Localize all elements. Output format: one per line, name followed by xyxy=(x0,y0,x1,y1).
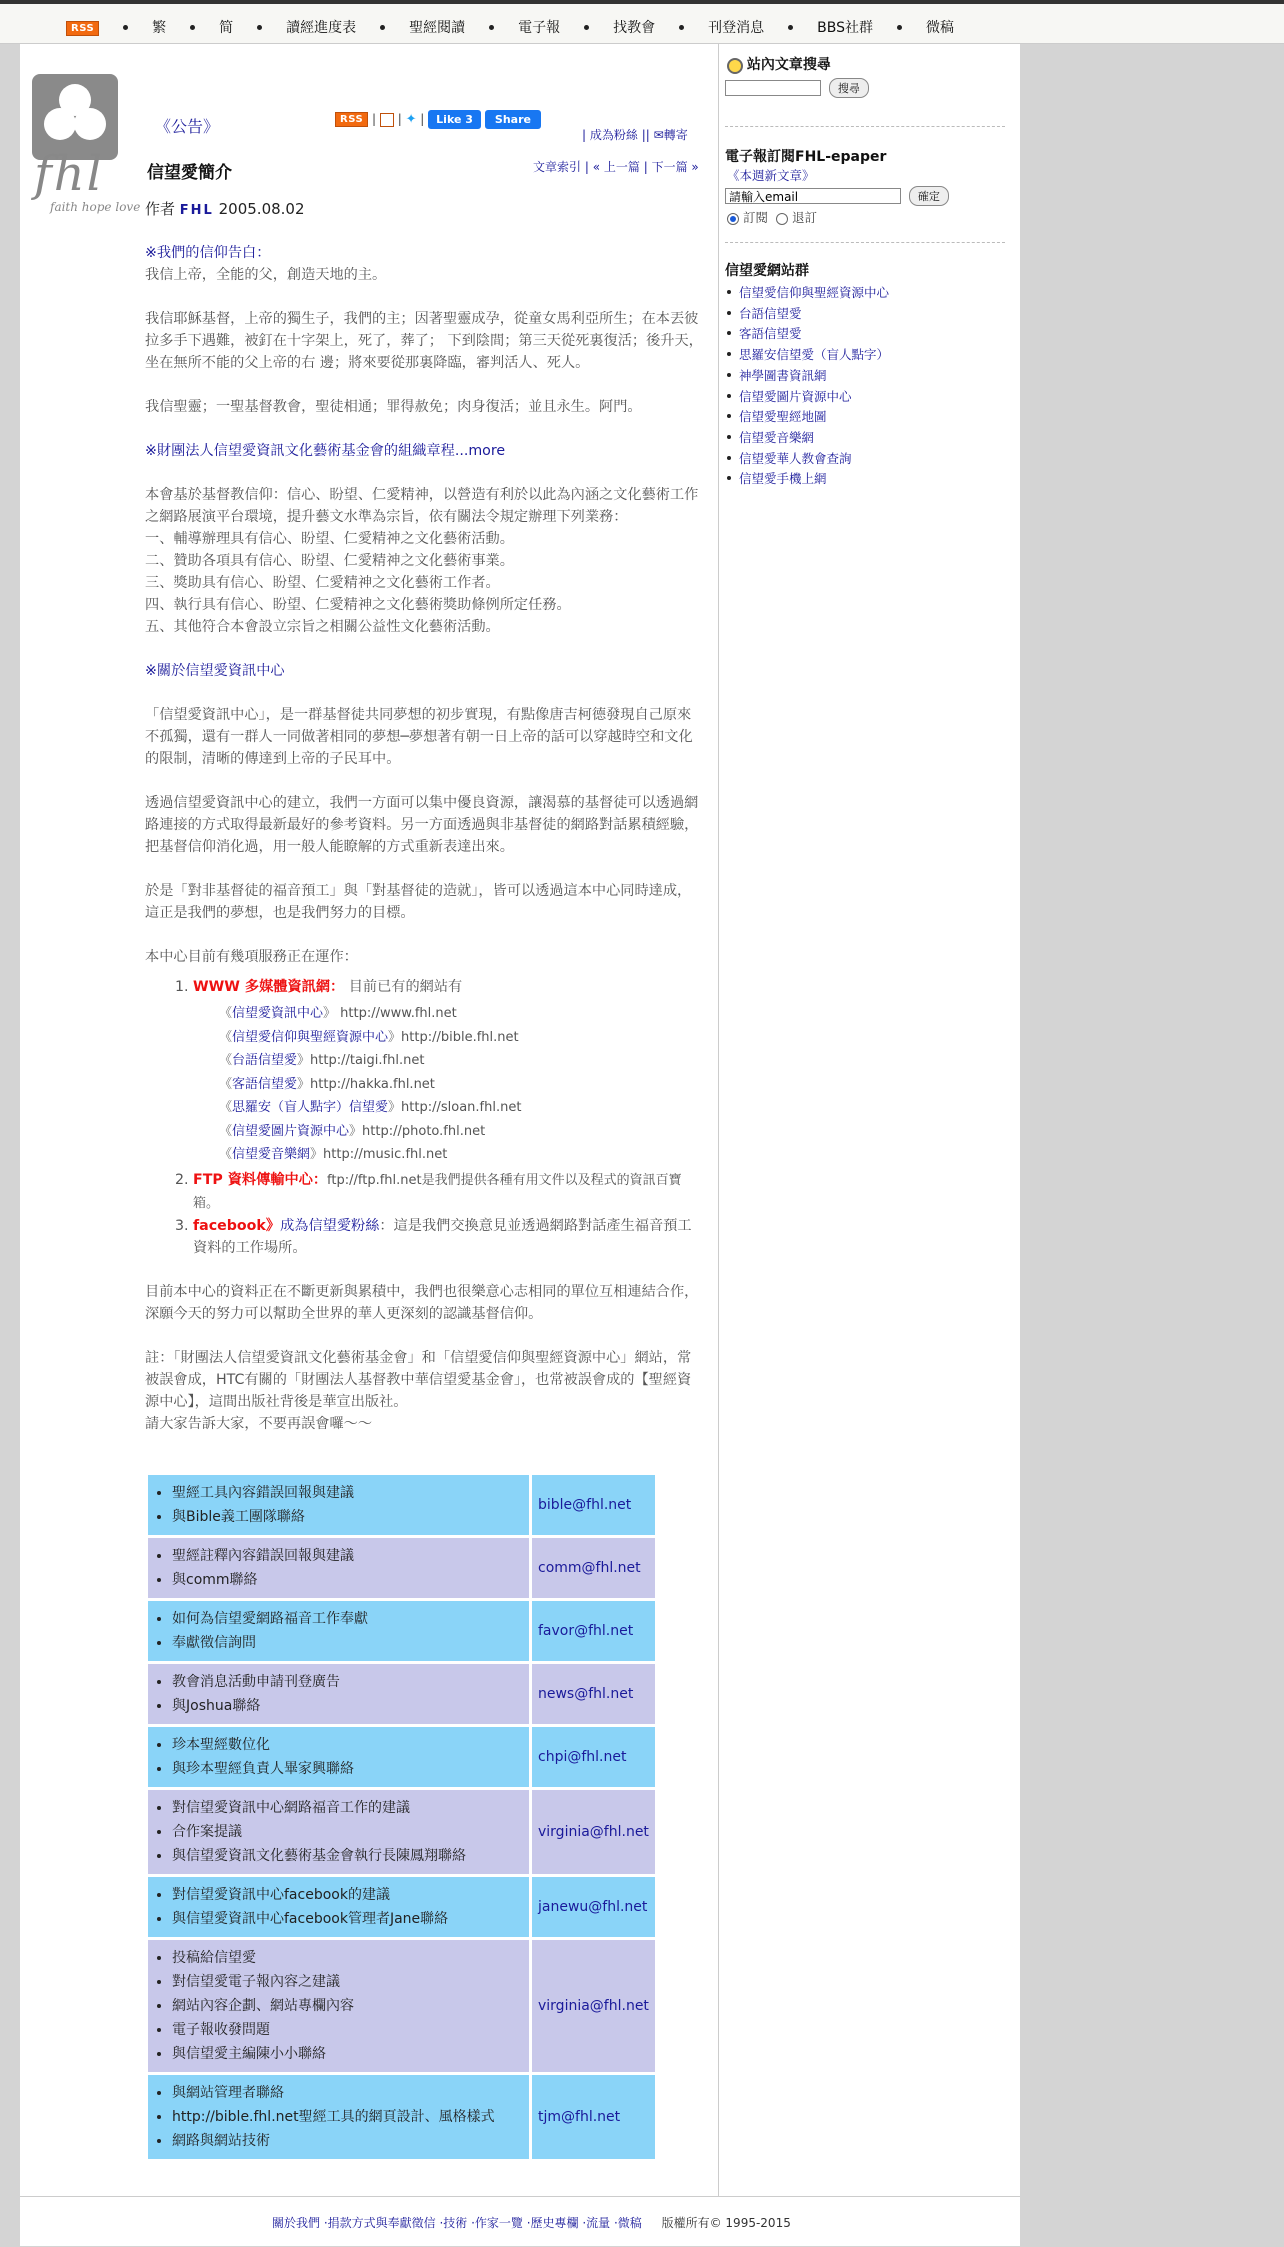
closing-paragraph: 目前本中心的資料正在不斷更新與累積中，我們也很樂意心志相同的單位互相連結合作，深願今天的努力可以幫助全世界的華人更深刻的認識基督信仰。 xyxy=(145,1283,699,1322)
site-link[interactable]: 信望愛資訊中心 xyxy=(232,1006,324,1021)
sidebar-site-link[interactable]: 思羅安信望愛（盲人點字） xyxy=(725,345,1015,366)
sidebar-divider xyxy=(725,242,1005,243)
nav-bible-reading[interactable]: 聖經閱讀 xyxy=(409,20,466,36)
article-index-link[interactable]: 文章索引 xyxy=(533,160,582,174)
charter-intro: 本會基於基督教信仰：信心、盼望、仁愛精神，以營造有利於以此為內涵之文化藝術工作之網路展演平台環境，提升藝文水準為宗旨，依有關法令規定辦理下列業務： xyxy=(145,487,699,525)
table-row: • 投稿給信望愛 • 對信望愛電子報內容之建議 • 網站內容企劃、網站專欄內容 • 電子報收發問題 • 與信望愛主編陳小小聯絡 virginia@fhl.net xyxy=(148,1940,655,2072)
nav-submit[interactable]: 微稿 xyxy=(926,20,955,36)
sidebar-site-link[interactable]: 台語信望愛 xyxy=(725,304,1015,325)
service-facebook-name: facebook》 xyxy=(193,1217,281,1234)
site-url: http://sloan.fhl.net xyxy=(401,1100,522,1115)
contact-email[interactable]: chpi@fhl.net xyxy=(532,1727,655,1787)
join-fans-link[interactable]: 成為粉絲 xyxy=(589,128,638,142)
sidebar-site-link[interactable]: 信望愛華人教會查詢 xyxy=(725,449,1015,470)
table-row: • 聖經註釋內容錯誤回報與建議 • 與comm聯絡 comm@fhl.net xyxy=(148,1538,655,1598)
sidebar-site-link[interactable]: 信望愛聖經地圖 xyxy=(725,407,1015,428)
top-nav xyxy=(66,17,954,37)
facebook-fans-link[interactable]: 成為信望愛粉絲 xyxy=(280,1217,380,1234)
sidebar-site-link[interactable]: 客語信望愛 xyxy=(725,324,1015,345)
sidebar-site-link[interactable]: 信望愛手機上網 xyxy=(725,469,1015,490)
contact-email[interactable]: virginia@fhl.net xyxy=(532,1940,655,2072)
charter-item: 四、執行具有信心、盼望、仁愛精神之文化藝術獎助條例所定任務。 xyxy=(145,597,571,613)
contact-email[interactable]: bible@fhl.net xyxy=(532,1475,655,1535)
subscribe-label: 訂閱 xyxy=(742,210,768,225)
sidebar-site-link[interactable]: 信望愛信仰與聖經資源中心 xyxy=(725,283,1015,304)
charter-item: 二、贊助各項具有信心、盼望、仁愛精神之文化藝術事業。 xyxy=(145,553,514,569)
site-item: 《信望愛圖片資源中心》http://photo.fhl.net xyxy=(219,1123,486,1139)
forward-link[interactable]: 轉寄 xyxy=(663,128,688,142)
site-item: 《台語信望愛》http://taigi.fhl.net xyxy=(219,1053,425,1068)
service-www-name: WWW 多媒體資訊網： xyxy=(193,979,345,995)
faith-p1: 我信上帝，全能的父，創造天地的主。 xyxy=(145,267,387,283)
sites-list xyxy=(725,283,1015,490)
nav-traditional[interactable]: 繁 xyxy=(152,20,167,36)
service-ftp-desc: ftp://ftp.fhl.net是我們提供各種有用文件以及程式的資訊百寶箱。 xyxy=(193,1172,682,1211)
search-input[interactable] xyxy=(725,80,821,96)
search-section xyxy=(727,54,831,74)
charter-item: 五、其他符合本會設立宗旨之相關公益性文化藝術活動。 xyxy=(145,619,500,635)
sidebar-divider xyxy=(725,126,1005,127)
service-www-desc: 目前已有的網站有 xyxy=(348,979,463,995)
sidebar-site-link[interactable]: 信望愛音樂網 xyxy=(725,428,1015,449)
service-facebook-desc: ：這是我們交換意見並透過網路對話產生福音預工資料的工作場所。 xyxy=(193,1217,692,1256)
contact-email[interactable]: tjm@fhl.net xyxy=(532,2075,655,2159)
next-article-link[interactable]: 下一篇 » xyxy=(651,160,699,174)
site-link[interactable]: 台語信望愛 xyxy=(232,1053,298,1068)
author-label: 作者 xyxy=(145,200,176,218)
table-row: • 聖經工具內容錯誤回報與建議 • 與Bible義工團隊聯絡 bible@fhl.net xyxy=(148,1475,655,1535)
site-link[interactable]: 信望愛信仰與聖經資源中心 xyxy=(232,1029,389,1045)
join-forward-links: | 成為粉絲 || ✉轉寄 xyxy=(582,128,688,142)
contact-email[interactable]: virginia@fhl.net xyxy=(532,1790,655,1874)
site-url: http://photo.fhl.net xyxy=(362,1123,486,1139)
copyright: 版權所有© 1995-2015 xyxy=(661,2216,791,2230)
site-link[interactable]: 思羅安（盲人點字）信望愛 xyxy=(232,1100,389,1115)
site-link[interactable]: 信望愛音樂網 xyxy=(232,1147,311,1162)
charter-item: 三、獎助具有信心、盼望、仁愛精神之文化藝術工作者。 xyxy=(145,575,500,591)
author-line xyxy=(145,198,305,219)
facebook-like-button[interactable] xyxy=(428,110,481,129)
confirm-button[interactable]: 確定 xyxy=(909,186,949,206)
site-item: 《思羅安（盲人點字）信望愛》http://sloan.fhl.net xyxy=(219,1100,522,1115)
service-ftp-name: FTP 資料傳輸中心： xyxy=(193,1171,328,1188)
service-item xyxy=(193,1215,705,1259)
nav-bbs[interactable]: BBS社群 xyxy=(817,20,874,36)
logo-text: fhl xyxy=(34,146,105,202)
article-title: 信望愛簡介 xyxy=(147,163,232,183)
note-line: 請大家告訴大家，不要再誤會囉～～ xyxy=(145,1415,373,1432)
rss-icon[interactable]: RSS xyxy=(335,112,368,127)
site-link[interactable]: 客語信望愛 xyxy=(232,1076,298,1092)
sidebar-site-link[interactable]: 神學圖書資訊網 xyxy=(725,366,1015,387)
site-url: http://hakka.fhl.net xyxy=(310,1076,435,1092)
epaper-new-link[interactable]: 《本週新文章》 xyxy=(727,168,815,183)
table-row: • 如何為信望愛網路福音工作奉獻 • 奉獻徵信詢問 favor@fhl.net xyxy=(148,1601,655,1661)
publish-date: 2005.08.02 xyxy=(218,200,305,218)
footer-links[interactable]: 關於我們 ·捐款方式與奉獻徵信 ·技術 ·作家一覽 ·歷史專欄 ·流量 ·微稿 xyxy=(272,2216,642,2230)
table-row: • 對信望愛資訊中心網路福音工作的建議 • 合作案提議 • 與信望愛資訊文化藝術基金會執行長陳鳳翔聯絡 virginia@fhl.net xyxy=(148,1790,655,1874)
table-row: • 與網站管理者聯絡 • http://bible.fhl.net聖經工具的網頁設計、風格樣式 • 網路與網站技術 tjm@fhl.net xyxy=(148,2075,655,2159)
epaper-title: 電子報訂閱FHL-epaper xyxy=(725,149,887,165)
nav-post-news[interactable]: 刊登消息 xyxy=(708,20,765,36)
services-list xyxy=(145,976,705,1259)
prev-article-link[interactable]: « 上一篇 xyxy=(592,160,640,174)
site-url: http://taigi.fhl.net xyxy=(310,1053,425,1068)
faith-heading: ※我們的信仰告白： xyxy=(145,245,271,261)
about-p3: 於是「對非基督徒的福音預工」與「對基督徒的造就」，皆可以透過這本中心同時達成，這正是我們的夢想，也是我們努力的目標。 xyxy=(145,883,692,921)
fhl-logo[interactable] xyxy=(32,74,141,224)
table-row: • 珍本聖經數位化 • 與珍本聖經負責人畢家興聯絡 chpi@fhl.net xyxy=(148,1727,655,1787)
table-row: • 教會消息活動申請刊登廣告 • 與Joshua聯絡 news@fhl.net xyxy=(148,1664,655,1724)
site-list xyxy=(193,1002,705,1167)
contact-email[interactable]: janewu@fhl.net xyxy=(532,1877,655,1937)
about-p1: 「信望愛資訊中心」，是一群基督徒共同夢想的初步實現，有點像唐吉柯德發現自己原來不孤獨，還有一群人一同做著相同的夢想─夢想著有朝一日上帝的話可以穿越時空和文化的限制，清晰的傳達到上帝的子民耳中。 xyxy=(145,707,693,767)
charter-item: 一、輔導辦理具有信心、盼望、仁愛精神之文化藝術活動。 xyxy=(145,531,514,547)
about-heading-link[interactable]: ※關於信望愛資訊中心 xyxy=(145,663,285,679)
site-item: 《客語信望愛》http://hakka.fhl.net xyxy=(219,1076,435,1092)
contact-email[interactable]: comm@fhl.net xyxy=(532,1538,655,1598)
unsubscribe-label: 退訂 xyxy=(791,210,817,225)
services-intro: 本中心目前有幾項服務正在運作： xyxy=(145,949,358,965)
table-row: • 對信望愛資訊中心facebook的建議 • 與信望愛資訊中心facebook管理者Jane聯絡 janewu@fhl.net xyxy=(148,1877,655,1937)
column-divider xyxy=(718,44,719,2196)
announcement-link[interactable]: 《公告》 xyxy=(155,117,220,136)
site-url: http://bible.fhl.net xyxy=(401,1029,519,1045)
nav-reading-plan[interactable]: 讀經進度表 xyxy=(286,20,357,36)
author-name[interactable]: FHL xyxy=(179,203,214,218)
search-button[interactable]: 搜尋 xyxy=(829,78,869,98)
service-item xyxy=(193,976,705,1167)
nav-epaper[interactable]: 電子報 xyxy=(518,20,561,36)
unsubscribe-radio[interactable] xyxy=(776,213,788,225)
about-p2: 透過信望愛資訊中心的建立，我們一方面可以集中優良資源，讓渴慕的基督徒可以透過網路連接的方式取得最新最好的參考資料。另一方面透過與非基督徒的網路對話累積經驗，把基督信仰消化過，用一般人能瞭解的方式重新表達出來。 xyxy=(145,795,699,855)
rss-icon[interactable]: RSS xyxy=(66,21,99,36)
mail-icon[interactable]: ✉ xyxy=(653,128,664,142)
site-item: 《信望愛資訊中心》 http://www.fhl.net xyxy=(219,1006,457,1021)
site-item: 《信望愛信仰與聖經資源中心》http://bible.fhl.net xyxy=(219,1029,519,1045)
nav-simplified[interactable]: 简 xyxy=(219,20,234,36)
bookmark-icon[interactable] xyxy=(380,113,394,127)
contact-email[interactable]: news@fhl.net xyxy=(532,1664,655,1724)
logo-tagline: faith hope love xyxy=(50,200,141,214)
search-title: 站內文章搜尋 xyxy=(746,57,831,73)
search-icon xyxy=(727,58,743,74)
note-paragraph: 註：「財團法人信望愛資訊文化藝術基金會」和「信望愛信仰與聖經資源中心」網站，常被誤會成，HTC有關的「財團法人基督教中華信望愛基金會」，也常被誤會成的【聖經資源中心】，這間出版社背後是華宣出版社。 xyxy=(145,1349,692,1410)
email-input[interactable] xyxy=(725,188,901,204)
share-toolbar: RSS | | ✦ | Like 3 Share xyxy=(335,110,541,129)
facebook-share-button[interactable]: Share xyxy=(485,110,541,129)
sites-title: 信望愛網站群 xyxy=(725,263,809,279)
twitter-icon[interactable]: ✦ xyxy=(405,112,417,127)
facebook-like-label: Like 3 xyxy=(436,113,473,126)
article-nav: 文章索引 | « 上一篇 | 下一篇 » xyxy=(533,160,699,174)
contact-email[interactable]: favor@fhl.net xyxy=(532,1601,655,1661)
site-link[interactable]: 信望愛圖片資源中心 xyxy=(232,1123,350,1139)
subscribe-radio[interactable] xyxy=(727,213,739,225)
page-container xyxy=(20,44,1020,2246)
footer xyxy=(20,2196,1020,2247)
article-body xyxy=(145,242,705,1435)
faith-p2: 我信耶穌基督，上帝的獨生子，我們的主；因著聖靈成孕，從童女馬利亞所生；在本丟彼拉多手下遇難，被釘在十字架上，死了，葬了； 下到陰間；第三天從死裏復活；後升天，坐在無所不能的父上帝的右 邊；將來要從那裏降臨，審判活人、死人。 xyxy=(145,311,703,371)
nav-find-church[interactable]: 找教會 xyxy=(613,20,656,36)
faith-p3: 我信聖靈；一聖基督教會，聖徒相通；罪得赦免；肉身復活；並且永生。阿門。 xyxy=(145,399,642,415)
charter-link[interactable]: ※財團法人信望愛資訊文化藝術基金會的組織章程...more xyxy=(145,443,506,459)
top-nav-bar xyxy=(0,0,1284,44)
contact-table xyxy=(145,1472,658,2162)
site-item: 《信望愛音樂網》http://music.fhl.net xyxy=(219,1147,448,1162)
service-item xyxy=(193,1169,705,1215)
site-url: http://music.fhl.net xyxy=(323,1147,448,1162)
site-url: http://www.fhl.net xyxy=(340,1006,457,1021)
sidebar-site-link[interactable]: 信望愛圖片資源中心 xyxy=(725,387,1015,408)
